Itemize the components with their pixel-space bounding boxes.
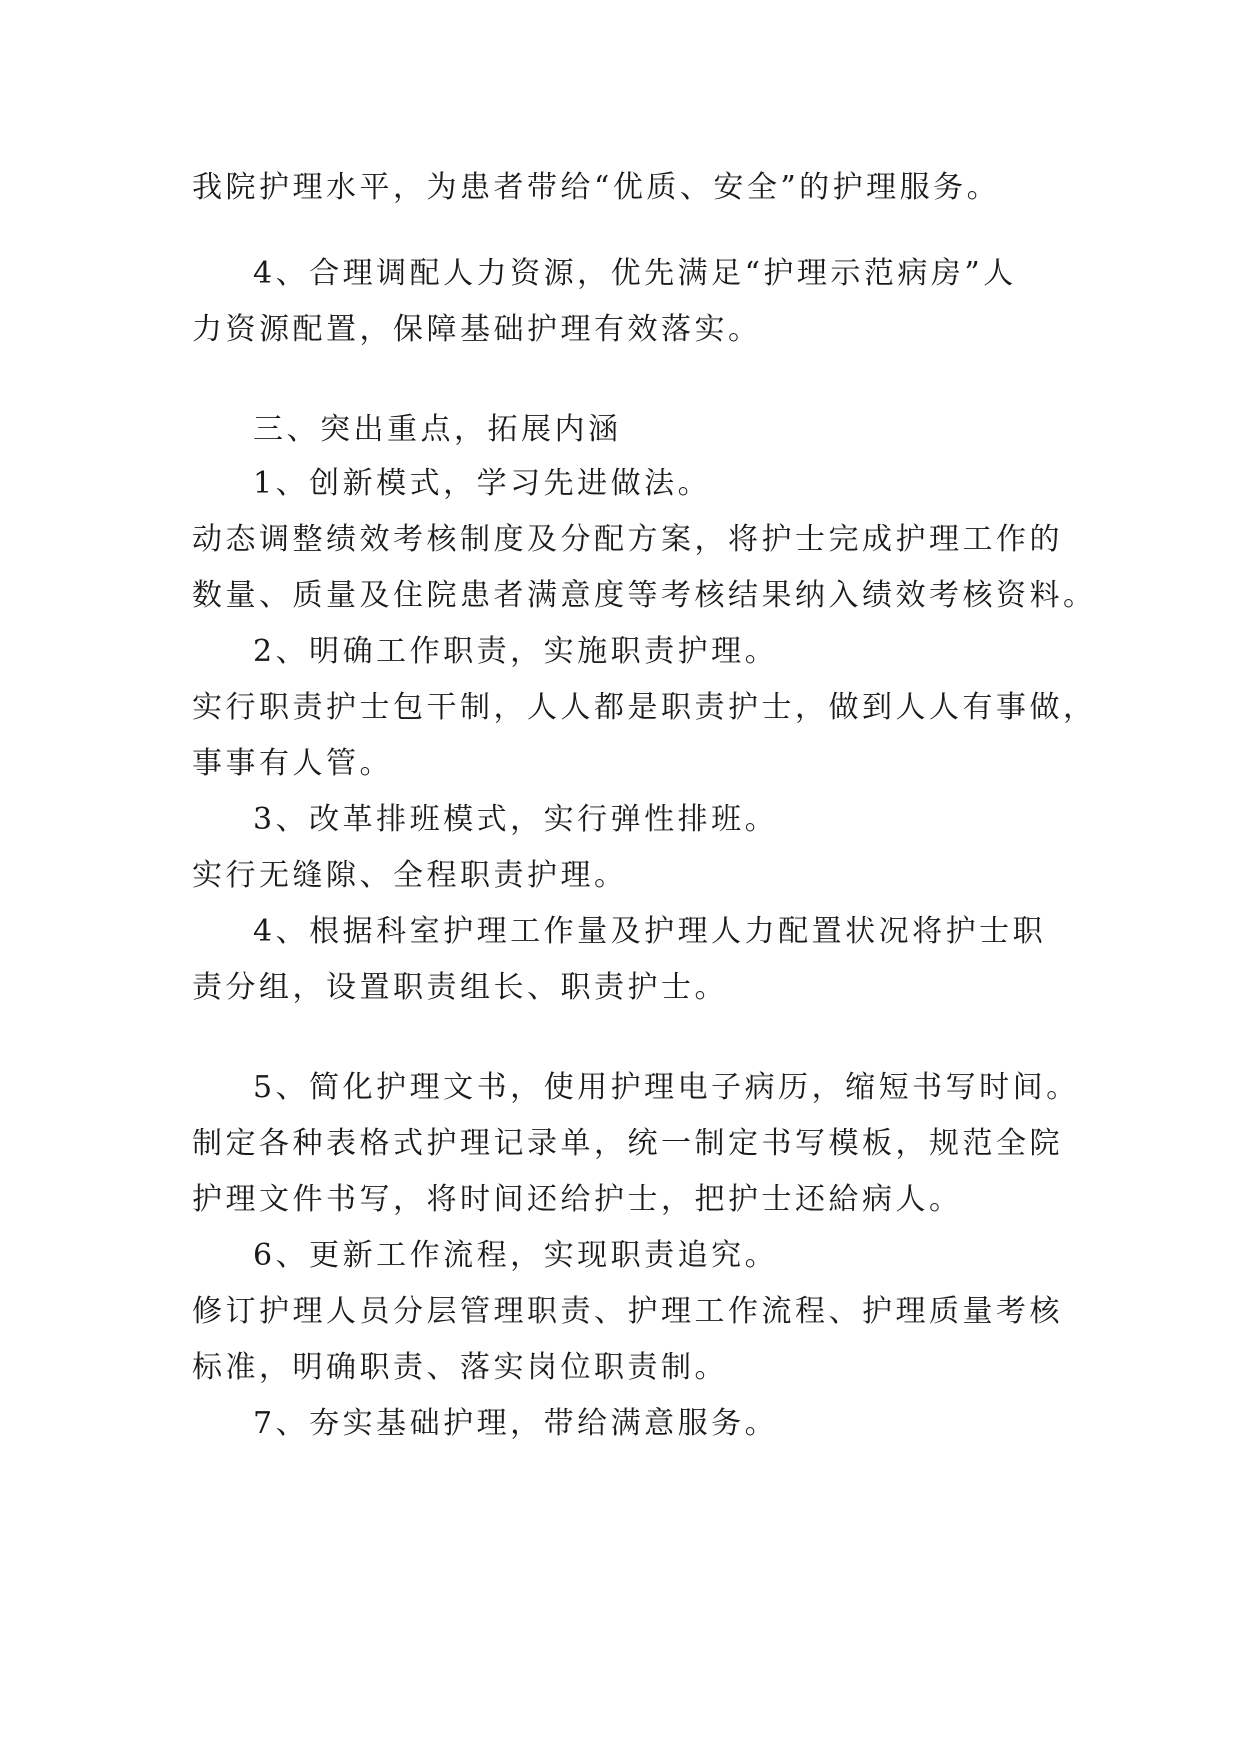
text-line: 修订护理人员分层管理职责、护理工作流程、护理质量考核 — [192, 1294, 1063, 1329]
text-line: 6、更新工作流程，实现职责追究。 — [253, 1238, 779, 1273]
text-line: 4、根据科室护理工作量及护理人力配置状况将护士职 — [253, 914, 1047, 949]
text-line: 我院护理水平，为患者带给“优质、安全”的护理服务。 — [192, 170, 1001, 205]
text-line: 护理文件书写，将时间还给护士，把护士还給病人。 — [192, 1182, 963, 1217]
text-line: 7、夯实基础护理，带给满意服务。 — [253, 1406, 779, 1441]
text-line: 力资源配置，保障基础护理有效落实。 — [192, 312, 762, 347]
text-line: 责分组，设置职责组长、职责护士。 — [192, 970, 728, 1005]
text-line: 事事有人管。 — [192, 746, 393, 781]
text-line: 3、改革排班模式，实行弹性排班。 — [253, 802, 779, 837]
text-line: 4、合理调配人力资源，优先满足“护理示范病房”人 — [253, 256, 1017, 291]
text-line: 动态调整绩效考核制度及分配方案，将护士完成护理工作的 — [192, 522, 1063, 557]
text-line: 2、明确工作职责，实施职责护理。 — [253, 634, 779, 669]
text-line: 1、创新模式，学习先进做法。 — [253, 466, 712, 501]
text-line: 5、简化护理文书，使用护理电子病历，缩短书写时间。 — [253, 1070, 1080, 1105]
text-line: 数量、质量及住院患者满意度等考核结果纳入绩效考核资料。 — [192, 578, 1097, 613]
text-line: 实行无缝隙、全程职责护理。 — [192, 858, 628, 893]
section-heading: 三、突出重点，拓展内涵 — [253, 412, 622, 447]
text-line: 制定各种表格式护理记录单，统一制定书写模板，规范全院 — [192, 1126, 1063, 1161]
text-line: 标准，明确职责、落实岗位职责制。 — [192, 1350, 728, 1385]
text-line: 实行职责护士包干制，人人都是职责护士，做到人人有事做， — [192, 690, 1097, 725]
